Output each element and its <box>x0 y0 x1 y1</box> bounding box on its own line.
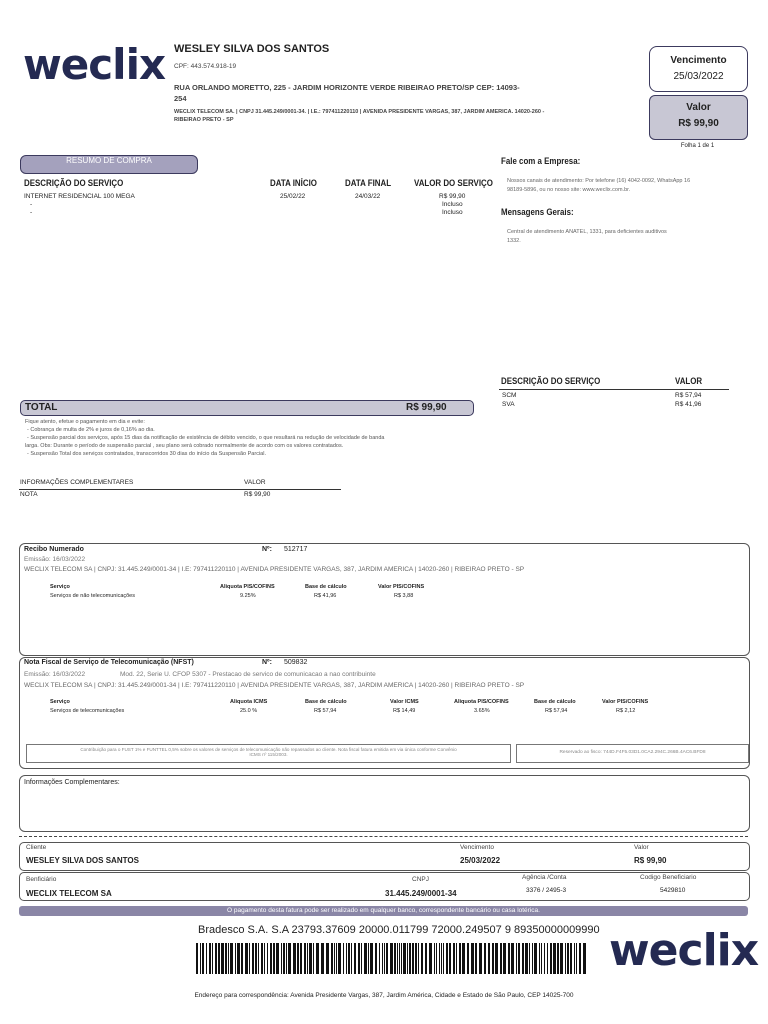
barcode-bar <box>579 943 581 974</box>
barcode-bar <box>370 943 373 974</box>
barcode-bar <box>348 943 350 974</box>
summary-row-desc: - <box>30 201 33 208</box>
barcode-bar <box>412 943 414 974</box>
receipt-company: WECLIX TELECOM SA | CNPJ: 31.445.249/0001-34 | I.E: 797411220110 | AVENIDA PRESIDENTE VARGAS, 387, JARDIM AMERICA | 14020-260 | RIBEIRAO PRETO - SP <box>24 566 525 573</box>
barcode-bar <box>557 943 559 974</box>
contact-text: Nossos canais de atendimento: Por telefone (16) 4042-0092, WhatsApp 16 <box>507 178 691 184</box>
nfst-base: R$ 57,94 <box>314 708 337 714</box>
nfst-pis-value: R$ 2,12 <box>616 708 636 714</box>
barcode-bar <box>255 943 257 974</box>
col-start-date: DATA INÍCIO <box>270 178 317 188</box>
barcode-bar <box>467 943 469 974</box>
breakdown-row-value: R$ 57,94 <box>675 392 702 399</box>
barcode-bar <box>397 943 398 974</box>
barcode-bar <box>382 943 383 974</box>
barcode-bar <box>321 943 324 974</box>
agency-label: Agência /Conta <box>522 874 567 881</box>
barcode-bar <box>500 943 502 974</box>
divider <box>499 389 729 390</box>
barcode-bar <box>518 943 520 974</box>
boleto-value: R$ 99,90 <box>634 856 667 865</box>
barcode-bar <box>196 943 198 974</box>
info-comp-row-value: R$ 99,90 <box>244 491 271 498</box>
barcode-bar <box>241 943 243 974</box>
note-line: Fique atento, efetue o pagamento em dia e evite: <box>25 419 145 425</box>
nfst-h-base2: Base de cálculo <box>534 699 576 705</box>
barcode-bar <box>459 943 461 974</box>
barcode-bar <box>338 943 341 974</box>
barcode-bar <box>221 943 224 974</box>
barcode-bar <box>237 943 240 974</box>
beneficiary-code-label: Codigo Beneficiario <box>640 874 697 881</box>
payment-notes <box>25 418 384 458</box>
digitable-line: Bradesco S.A. S.A 23793.37609 20000.011799 72000.249507 9 89350000009990 <box>198 924 600 936</box>
receipt-title: Recibo Numerado <box>24 546 84 553</box>
barcode-bar <box>429 943 432 974</box>
note-line: larga. Obs: Durante o período de suspensão parcial , seu plano será cobrado normalmente de acordo com os valores contratados. <box>25 443 344 449</box>
barcode-bar <box>456 943 457 974</box>
barcode-bar <box>403 943 406 974</box>
summary-row-end: 24/03/22 <box>355 193 381 200</box>
barcode-bar <box>492 943 494 974</box>
receipt-number-label: Nº: <box>262 546 272 553</box>
barcode-bar <box>286 943 287 974</box>
barcode-bar <box>488 943 490 974</box>
barcode-bar <box>364 943 367 974</box>
contact-title: Fale com a Empresa: <box>501 156 581 166</box>
general-messages-title: Mensagens Gerais: <box>501 207 574 217</box>
barcode-bar <box>453 943 455 974</box>
barcode-bar <box>439 943 440 974</box>
barcode-bar <box>273 943 275 974</box>
customer-cpf: CPF: 443.574.918-19 <box>174 63 237 70</box>
summary-row-desc: - <box>30 209 33 216</box>
barcode-bar <box>570 943 572 974</box>
receipt-box <box>19 543 750 656</box>
beneficiary-box <box>19 872 750 901</box>
barcode-bar <box>361 943 362 974</box>
breakdown-row-desc: SVA <box>502 401 515 408</box>
barcode-bar <box>331 943 333 974</box>
barcode-bar <box>547 943 548 974</box>
barcode-bar <box>212 943 213 974</box>
fisco-code: Reservado ao fisco: 744D.F4F5.03D1.0CA2.294C.266B.4AC6.BFD8 <box>559 750 706 755</box>
breakdown-col-value: VALOR <box>675 376 703 386</box>
divider <box>19 489 341 490</box>
barcode-bar <box>544 943 545 974</box>
barcode-bar <box>434 943 435 974</box>
beneficiary-label: Benficiário <box>26 876 57 883</box>
barcode-bar <box>230 943 233 974</box>
barcode-bar <box>415 943 417 974</box>
general-message-cont: 1332. <box>507 238 521 244</box>
summary-row-value: R$ 99,90 <box>439 193 466 200</box>
note-line: - Cobrança de multa de 2% e juros de 0,16% ao dia. <box>27 427 155 433</box>
barcode-bar <box>346 943 347 974</box>
nfst-h-service: Serviço <box>50 699 70 705</box>
barcode-bar <box>343 943 344 974</box>
breakdown-col-description: DESCRIÇÃO DO SERVIÇO <box>501 376 601 386</box>
barcode-bar <box>249 943 250 974</box>
weclix-logo-footer: weclix <box>609 925 759 976</box>
barcode-bar <box>436 943 437 974</box>
nfst-h-icms-value: Valor ICMS <box>390 699 419 705</box>
nfst-service: Serviços de telecomunicações <box>50 708 125 714</box>
company-info: WECLIX TELECOM SA. | CNPJ 31.445.249/0001-34. | I.E.: 797411220110 | AVENIDA PRESIDENTE VARGAS, 387, JARDIM AMERICA. 14020-260 - <box>174 109 545 115</box>
complementary-info-title: Informações Complementares: <box>24 779 120 786</box>
customer-address: RUA ORLANDO MORETTO, 225 - JARDIM HORIZONTE VERDE RIBEIRAO PRETO/SP CEP: 14093- <box>174 83 520 92</box>
cnpj-label: CNPJ <box>412 876 429 883</box>
complementary-info-box <box>19 775 750 832</box>
barcode-bar <box>245 943 248 974</box>
barcode-bar <box>267 943 268 974</box>
barcode-bar <box>270 943 272 974</box>
barcode-bar <box>326 943 329 974</box>
general-message: Central de atendimento ANATEL, 1331, para deficientes auditivos <box>507 229 667 235</box>
barcode <box>196 943 588 974</box>
nfst-note: Contribuição para o FUST 1% e FUNTTEL 0,5% sobre os valores de serviços de telecomunicação não repassados ao cliente. Nota fiscal fatura emitida em via única conforme Convênio <box>80 747 457 752</box>
summary-row-value: Incluso <box>442 201 463 208</box>
value-amount: R$ 99,90 <box>678 118 719 129</box>
info-comp-row-label: NOTA <box>20 491 38 498</box>
value-label: Valor <box>686 102 711 113</box>
barcode-bar <box>316 943 319 974</box>
barcode-bar <box>553 943 556 974</box>
nfst-h-pis-value: Valor PIS/COFINS <box>602 699 649 705</box>
nfst-box <box>19 657 750 769</box>
barcode-bar <box>293 943 296 974</box>
barcode-bar <box>446 943 448 974</box>
total-value: R$ 99,90 <box>406 402 447 413</box>
receipt-h-rate: Aliquota PIS/COFINS <box>220 584 275 590</box>
beneficiary-name: WECLIX TELECOM SA <box>26 889 112 898</box>
customer-address-cont: 254 <box>174 94 187 103</box>
summary-row-value: Incluso <box>442 209 463 216</box>
weclix-logo: weclix <box>23 40 166 89</box>
barcode-bar <box>283 943 285 974</box>
client-box <box>19 842 750 871</box>
note-line: - Suspensão Total dos serviços contratados, transcorridos 30 dias do início da Suspensão Parcial. <box>27 451 266 457</box>
barcode-bar <box>511 943 514 974</box>
barcode-bar <box>532 943 533 974</box>
barcode-bar <box>534 943 537 974</box>
payment-banner <box>19 906 748 916</box>
barcode-bar <box>264 943 265 974</box>
barcode-bar <box>202 943 204 974</box>
value-box <box>649 95 748 140</box>
boleto-due-date: 25/03/2022 <box>460 856 501 865</box>
payment-banner-text: O pagamento desta fatura pode ser realizado em qualquer banco, correspondente bancário ou casa lotérica. <box>227 907 540 914</box>
barcode-bar <box>313 943 314 974</box>
barcode-bar <box>379 943 380 974</box>
barcode-bar <box>375 943 377 974</box>
barcode-bar <box>276 943 279 974</box>
info-comp-label: INFORMAÇÕES COMPLEMENTARES <box>20 479 134 486</box>
barcode-bar <box>574 943 575 974</box>
barcode-bar <box>307 943 308 974</box>
total-bar <box>20 400 474 416</box>
barcode-bar <box>508 943 510 974</box>
barcode-bar <box>441 943 442 974</box>
nfst-number: 509832 <box>284 659 308 666</box>
barcode-bar <box>209 943 211 974</box>
col-service-value: VALOR DO SERVIÇO <box>414 178 493 188</box>
barcode-bar <box>394 943 396 974</box>
receipt-h-service: Serviço <box>50 584 70 590</box>
barcode-bar <box>484 943 486 974</box>
barcode-bar <box>529 943 530 974</box>
fisco-box <box>516 744 749 763</box>
col-end-date: DATA FINAL <box>345 178 392 188</box>
nfst-h-icms-rate: Aliquota ICMS <box>230 699 268 705</box>
barcode-bar <box>479 943 482 974</box>
nfst-issue-date: Emissão: 16/03/2022 <box>24 671 86 678</box>
barcode-bar <box>425 943 427 974</box>
barcode-bar <box>351 943 352 974</box>
barcode-bar <box>261 943 263 974</box>
barcode-bar <box>421 943 423 974</box>
barcode-bar <box>401 943 402 974</box>
barcode-bar <box>567 943 569 974</box>
barcode-bar <box>300 943 302 974</box>
barcode-bar <box>334 943 335 974</box>
receipt-number: 512717 <box>284 546 308 553</box>
barcode-bar <box>304 943 306 974</box>
boleto-due-label: Vencimento <box>460 844 494 851</box>
barcode-bar <box>252 943 254 974</box>
barcode-bar <box>443 943 444 974</box>
due-date: 25/03/2022 <box>673 71 724 82</box>
barcode-bar <box>541 943 542 974</box>
barcode-bar <box>407 943 408 974</box>
barcode-bar <box>409 943 411 974</box>
barcode-bar <box>235 943 236 974</box>
nfst-note-cont: ICMS nº 115/2003. <box>249 752 288 757</box>
barcode-bar <box>258 943 259 974</box>
receipt-h-value: Valor PIS/COFINS <box>378 584 425 590</box>
total-label: TOTAL <box>25 402 58 413</box>
barcode-bar <box>215 943 217 974</box>
info-comp-value-label: VALOR <box>244 479 266 486</box>
cut-line <box>19 836 748 837</box>
summary-row-start: 25/02/22 <box>280 193 306 200</box>
summary-row-desc: INTERNET RESIDENCIAL 100 MEGA <box>24 193 135 200</box>
barcode-bar <box>550 943 552 974</box>
barcode-bar <box>399 943 400 974</box>
due-date-box <box>649 46 748 92</box>
due-label: Vencimento <box>670 55 727 66</box>
page-number: Folha 1 de 1 <box>680 143 715 149</box>
col-description: DESCRIÇÃO DO SERVIÇO <box>24 178 124 188</box>
cnpj-value: 31.445.249/0001-34 <box>385 889 457 898</box>
barcode-bar <box>576 943 577 974</box>
receipt-h-base: Base de cálculo <box>305 584 347 590</box>
barcode-bar <box>525 943 528 974</box>
nfst-pis-rate: 3.65% <box>474 708 490 714</box>
boleto-value-label: Valor <box>634 844 649 851</box>
receipt-service: Serviços de não telecomunicações <box>50 593 135 599</box>
barcode-bar <box>218 943 220 974</box>
nfst-icms-value: R$ 14,49 <box>393 708 416 714</box>
receipt-rate: 9.25% <box>240 593 256 599</box>
summary-title-bar <box>20 155 198 174</box>
agency-value: 3376 / 2495-3 <box>526 887 567 894</box>
nfst-icms-rate: 25.0 % <box>240 708 258 714</box>
receipt-value: R$ 3,88 <box>394 593 414 599</box>
barcode-bar <box>560 943 563 974</box>
nfst-h-pis-rate: Aliquota PIS/COFINS <box>454 699 509 705</box>
company-info-cont: RIBEIRAO PRETO - SP <box>174 117 234 123</box>
barcode-bar <box>228 943 229 974</box>
barcode-bar <box>368 943 369 974</box>
barcode-bar <box>206 943 207 974</box>
barcode-bar <box>200 943 201 974</box>
summary-title: RESUMO DE COMPRA <box>66 156 152 165</box>
barcode-bar <box>471 943 474 974</box>
mailing-address: Endereço para correspondência: Avenida Presidente Vargas, 387, Jardim América, Cidade e Estado de São Paulo, CEP 14025-700 <box>194 992 574 999</box>
nfst-number-label: Nº: <box>262 659 272 666</box>
barcode-bar <box>390 943 393 974</box>
contact-text-cont: 98189-5896, ou no nosso site: www.weclix.com.br. <box>507 187 631 193</box>
receipt-base: R$ 41,96 <box>314 593 337 599</box>
barcode-bar <box>354 943 356 974</box>
barcode-bar <box>358 943 360 974</box>
receipt-issue-date: Emissão: 16/03/2022 <box>24 556 86 563</box>
barcode-bar <box>281 943 282 974</box>
barcode-bar <box>386 943 388 974</box>
nfst-h-base: Base de cálculo <box>305 699 347 705</box>
barcode-bar <box>475 943 477 974</box>
barcode-bar <box>503 943 506 974</box>
barcode-bar <box>384 943 385 974</box>
breakdown-row-value: R$ 41,96 <box>675 401 702 408</box>
barcode-bar <box>495 943 498 974</box>
barcode-bar <box>288 943 291 974</box>
barcode-bar <box>418 943 419 974</box>
nfst-base2: R$ 57,94 <box>545 708 568 714</box>
barcode-bar <box>539 943 540 974</box>
nfst-title: Nota Fiscal de Serviço de Telecomunicação (NFST) <box>24 659 194 666</box>
barcode-bar <box>516 943 517 974</box>
barcode-bar <box>336 943 337 974</box>
barcode-bar <box>225 943 227 974</box>
client-label: Cliente <box>26 844 47 851</box>
barcode-bar <box>522 943 524 974</box>
barcode-bar <box>565 943 566 974</box>
barcode-bar <box>309 943 312 974</box>
barcode-bar <box>462 943 465 974</box>
customer-name: WESLEY SILVA DOS SANTOS <box>174 43 330 55</box>
breakdown-row-desc: SCM <box>502 392 517 399</box>
beneficiary-code: 5429810 <box>660 887 686 894</box>
barcode-bar <box>449 943 451 974</box>
nfst-company: WECLIX TELECOM SA | CNPJ: 31.445.249/0001-34 | I.E: 797411220110 | AVENIDA PRESIDENTE VARGAS, 387, JARDIM AMERICA | 14020-260 | RIBEIRAO PRETO - SP <box>24 682 525 689</box>
nfst-model: Mod. 22, Serie U. CFOP 5307 - Prestacao de servico de comunicacao a nao contribuinte <box>120 671 376 678</box>
note-line: - Suspensão parcial dos serviços, após 15 dias da notificação de existência de débito vencido, o que resultará na redução de velocidade de banda <box>27 435 385 441</box>
barcode-bar <box>583 943 586 974</box>
barcode-bar <box>297 943 299 974</box>
client-name: WESLEY SILVA DOS SANTOS <box>26 856 139 865</box>
nfst-note-box <box>26 744 511 763</box>
